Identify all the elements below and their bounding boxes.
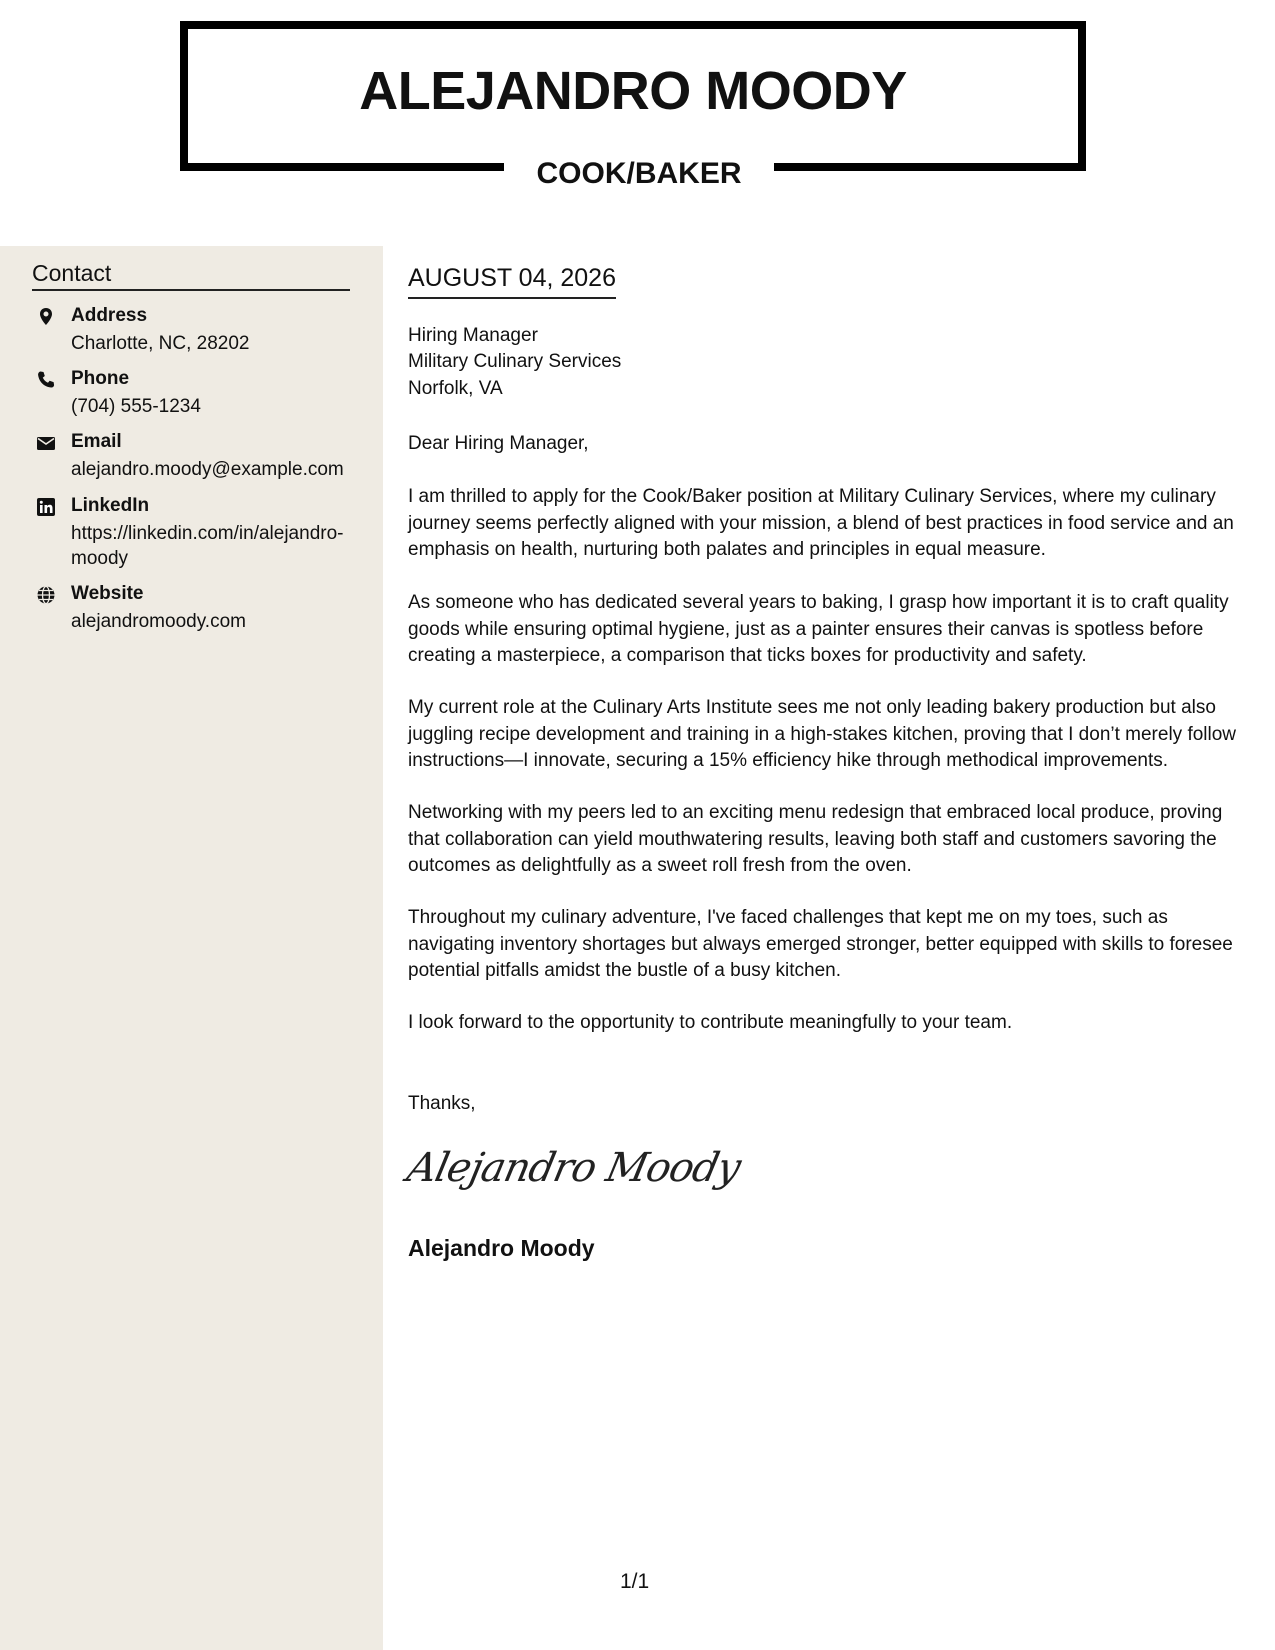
letter-date: AUGUST 04, 2026 xyxy=(408,264,616,299)
linkedin-link[interactable]: https://linkedin.com/in/alejandro-moody xyxy=(71,523,344,569)
contact-label: LinkedIn xyxy=(71,495,150,516)
job-title-wrap xyxy=(504,146,774,202)
contact-heading: Contact xyxy=(32,260,350,291)
email-link[interactable]: alejandro.moody@example.com xyxy=(71,459,344,480)
applicant-name: ALEJANDRO MOODY xyxy=(359,61,907,121)
website-link[interactable]: alejandromoody.com xyxy=(71,611,246,632)
paragraph-text: Throughout my culinary adventure, I've faced challenges that kept me on my toes, such as navigating inventory shortages but always emerged stronger, better equipped with skills to foresee potential pitfalls amidst the bustle of a busy kitchen. xyxy=(408,907,1233,981)
paragraph-text: Networking with my peers led to an exciting menu redesign that embraced local produce, proving that collaboration can yield mouthwatering results, leaving both staff and customers savoring the outcomes as delightfully as a sweet roll fresh from the oven. xyxy=(408,802,1223,876)
paragraph-text: As someone who has dedicated several years to baking, I grasp how important it is to craft quality goods while ensuring optimal hygiene, just as a painter ensures their canvas is spotless before creating a masterpiece, a comparison that ticks boxes for productivity and safety. xyxy=(408,592,1229,666)
letter-paragraph xyxy=(408,905,1253,985)
contact-label: Address xyxy=(71,305,148,326)
letter-paragraph xyxy=(408,800,1253,880)
contact-value: (704) 555-1234 xyxy=(71,396,201,417)
letter-paragraph xyxy=(408,484,1253,564)
salutation xyxy=(408,431,1253,458)
salutation-text: Dear Hiring Manager, xyxy=(408,433,589,454)
phone-icon xyxy=(36,370,56,390)
contact-label: Email xyxy=(71,431,122,452)
globe-icon xyxy=(36,585,56,605)
paragraph-text: My current role at the Culinary Arts Institute sees me not only leading bakery production but also juggling recipe development and training in a high-stakes kitchen, proving that I don’t merely follow instructions—I innovate, securing a 15% efficiency hike through methodical improvements. xyxy=(408,697,1237,771)
handwritten-signature: Alejandro Moody xyxy=(403,1145,745,1191)
linkedin-icon xyxy=(36,497,56,517)
paragraph-text: I am thrilled to apply for the Cook/Baker position at Military Culinary Services, where my culinary journey seems perfectly aligned with your mission, a blend of best practices in food service and an emphasis on health, nurturing both palates and principles in equal measure. xyxy=(408,486,1234,560)
contact-label: Phone xyxy=(71,368,130,389)
recipient-line: Hiring Manager xyxy=(408,325,538,346)
recipient-line: Military Culinary Services xyxy=(408,351,622,372)
envelope-icon xyxy=(36,433,56,453)
paragraph-text: I look forward to the opportunity to contribute meaningfully to your team. xyxy=(408,1012,1013,1033)
job-title: COOK/BAKER xyxy=(536,157,742,190)
page-number: 1/1 xyxy=(620,1570,650,1593)
letter-paragraph xyxy=(408,1010,1253,1037)
closing xyxy=(408,1091,1253,1118)
map-pin-icon xyxy=(36,307,56,327)
recipient-line: Norfolk, VA xyxy=(408,378,503,399)
contact-label: Website xyxy=(71,583,144,604)
contact-value: Charlotte, NC, 28202 xyxy=(71,333,250,354)
signature-name: Alejandro Moody xyxy=(408,1235,595,1261)
letter-paragraph xyxy=(408,590,1253,670)
closing-text: Thanks, xyxy=(408,1093,476,1114)
letter-paragraph xyxy=(408,695,1253,775)
